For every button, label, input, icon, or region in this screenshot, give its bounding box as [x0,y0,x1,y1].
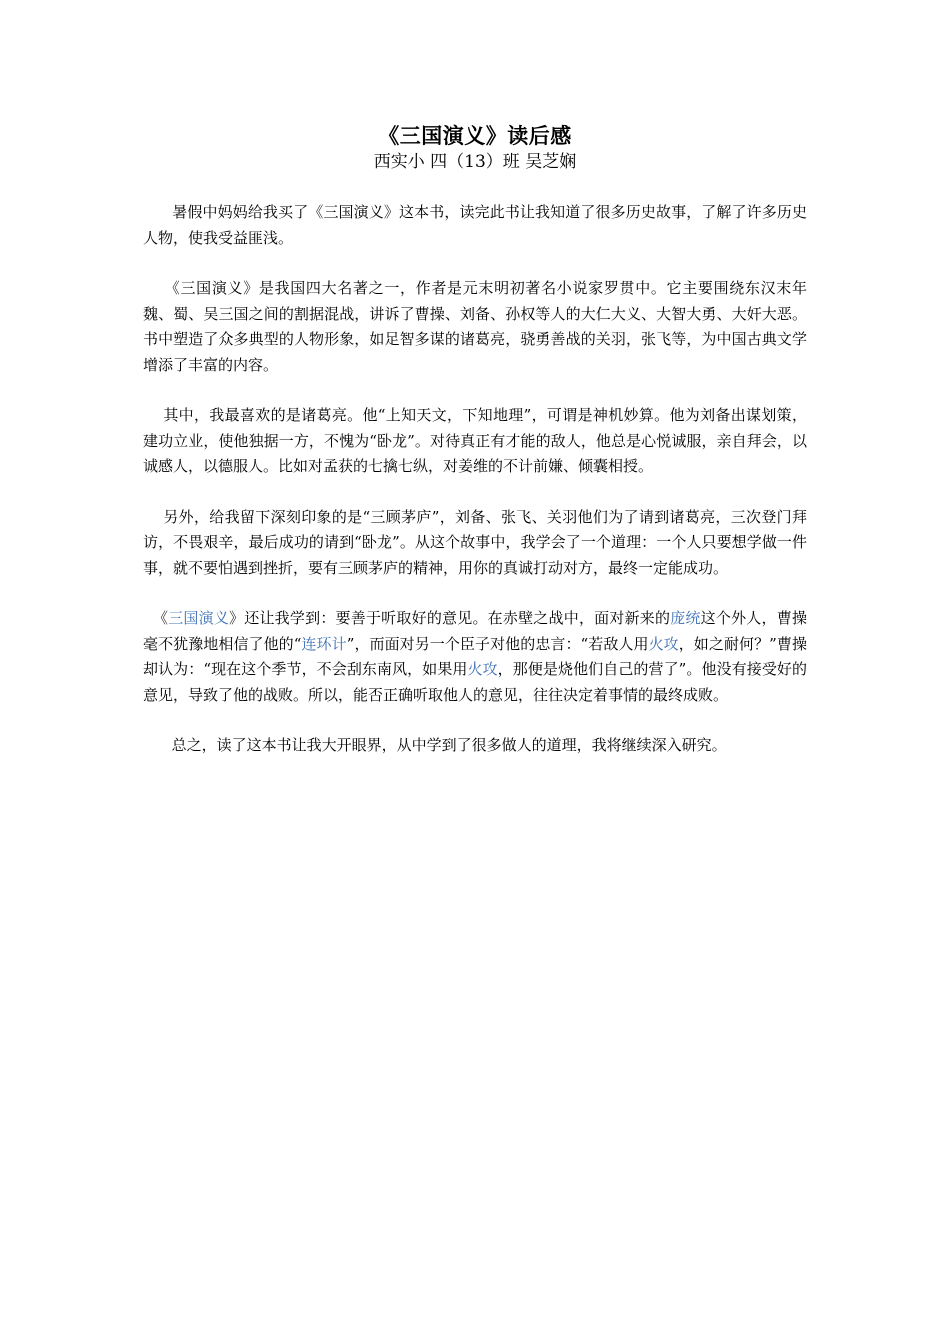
document-subtitle: 西实小 四（13）班 吴芝娴 [373,152,577,172]
paragraph-zhuge-liang-text: 其中，我最喜欢的是诸葛亮。他“上知天文，下知地理”，可谓是神机妙算。他为刘备出谋划策，建功立业，使他独据一方，不愧为“卧龙”。对待真正有才能的敌人，他总是心悦诚服，亲自拜会，以诚感人，以德服人。比如对孟获的七擒七纵，对姜维的不计前嫌、倾囊相授。 [143,406,807,475]
text-segment: ”，而面对另一个臣子对他的忠言：“若敌人用 [346,634,649,653]
document-body [143,200,807,784]
link-huo-gong-2[interactable]: 火攻 [467,660,498,678]
paragraph-intro [143,200,807,251]
link-sanguo-yanyi[interactable]: 三国演义 [168,609,230,627]
paragraph-three-visits-text: 另外，给我留下深刻印象的是“三顾茅庐”，刘备、张飞、关羽他们为了请到诸葛亮，三次登门拜访，不畏艰辛，最后成功的请到“卧龙”。从这个故事中，我学会了一个道理：一个人只要想学做一件事，就不要怕遇到挫折，要有三顾茅庐的精神，用你的真诚打动对方，最终一定能成功。 [143,507,807,577]
paragraph-book-overview-text: 《三国演义》是我国四大名著之一，作者是元末明初著名小说家罗贯中。它主要围绕东汉末年魏、蜀、吴三国之间的割据混战，讲诉了曹操、刘备、孙权等人的大仁大义、大智大勇、大奸大恶。书中塑造了众多典型的人物形象，如足智多谋的诸葛亮，骁勇善战的关羽，张飞等，为中国古典文学增添了丰富的内容。 [143,279,807,374]
paragraph-conclusion [143,733,807,759]
link-pang-tong[interactable]: 庞统 [670,609,701,627]
text-segment: 《 [143,609,169,627]
paragraph-red-cliffs [143,606,807,708]
paragraph-three-visits [143,505,807,582]
link-lianhuan-ji[interactable]: 连环计 [301,634,347,653]
text-segment: ，那便是烧他们自己的营了”。他没有接受好的意见，导致了他的战败。所以，能否正确听取他人的意见，往往决定着事情的最终成败。 [143,660,807,704]
paragraph-intro-text: 暑假中妈妈给我买了《三国演义》这本书，读完此书让我知道了很多历史故事，了解了许多历史人物，使我受益匪浅。 [143,203,807,247]
paragraph-book-overview [143,276,807,378]
text-segment: 这个外人，曹操毫不犹豫地相信了他的“ [143,609,807,653]
text-segment: 》还让我学到：要善于听取好的意见。在赤壁之战中，面对新来的 [229,609,671,627]
document-title: 《三国演义》读后感 [378,123,572,148]
text-segment: ，如之耐何？”曹操却认为：“现在这个季节，不会刮东南风，如果用 [143,634,807,678]
paragraph-zhuge-liang [143,403,807,480]
link-huo-gong[interactable]: 火攻 [648,634,679,653]
paragraph-conclusion-text: 总之，读了这本书让我大开眼界，从中学到了很多做人的道理，我将继续深入研究。 [143,736,727,754]
